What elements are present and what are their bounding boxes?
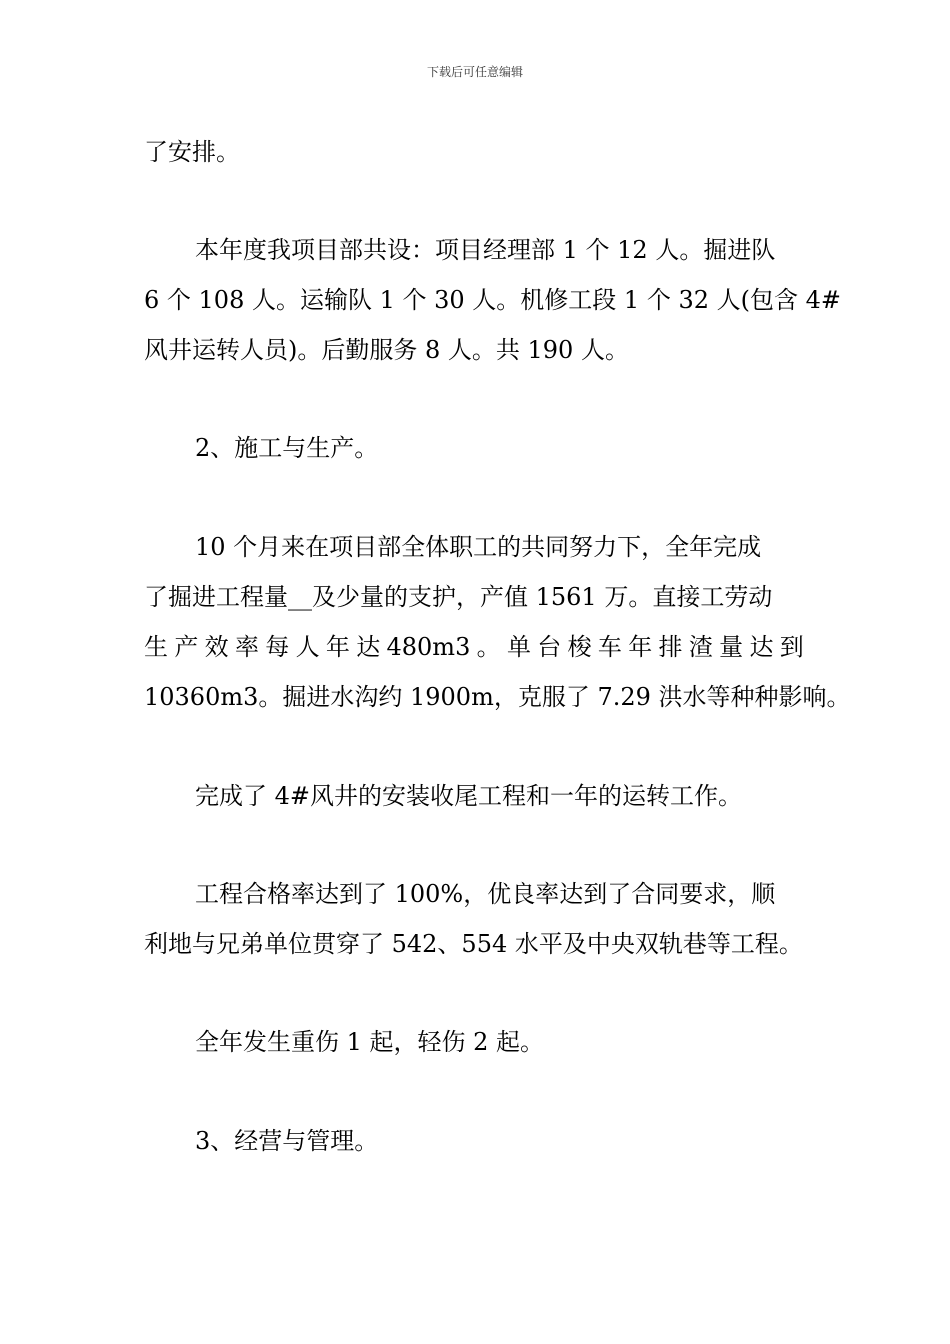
justified-char: 人 <box>295 633 320 661</box>
justified-char: 梭 <box>567 633 592 661</box>
justified-char: 480m3 <box>386 633 471 661</box>
text-line: 6 个 108 人。运输队 1 个 30 人。机修工段 1 个 32 人(包含 4# <box>144 286 841 314</box>
text-line: 了掘进工程量__及少量的支护，产值 1561 万。直接工劳动 <box>144 583 773 611</box>
justified-char: 生 <box>144 633 168 661</box>
justified-char: 率 <box>234 633 259 661</box>
text-line: 了安排。 <box>144 138 240 166</box>
justified-char: 年 <box>628 633 653 661</box>
justified-char: 达 <box>356 633 381 661</box>
justified-char: 年 <box>325 633 350 661</box>
text-line: 风井运转人员)。后勤服务 8 人。共 190 人。 <box>144 336 629 364</box>
justified-char: 排 <box>658 633 683 661</box>
justified-char: 到 <box>779 633 804 661</box>
text-line: 工程合格率达到了 100%，优良率达到了合同要求，顺 <box>195 880 776 908</box>
text-line-justified <box>144 631 804 663</box>
section-heading: 2、施工与生产。 <box>195 434 379 462</box>
justified-char: 量 <box>719 633 744 661</box>
justified-char: 。 <box>476 633 501 661</box>
justified-char: 产 <box>174 633 199 661</box>
justified-char: 台 <box>537 633 562 661</box>
section-heading: 3、经营与管理。 <box>195 1127 379 1155</box>
text-line: 利地与兄弟单位贯穿了 542、554 水平及中央双轨巷等工程。 <box>144 930 803 958</box>
text-line: 完成了 4#风井的安装收尾工程和一年的运转工作。 <box>195 782 743 810</box>
text-line: 10360m3。掘进水沟约 1900m，克服了 7.29 洪水等种种影响。 <box>144 683 851 711</box>
text-line: 全年发生重伤 1 起，轻伤 2 起。 <box>195 1028 545 1056</box>
justified-char: 单 <box>506 633 531 661</box>
page-header: 下载后可任意编辑 <box>426 65 523 79</box>
justified-char: 车 <box>597 633 622 661</box>
justified-char: 达 <box>749 633 774 661</box>
justified-char: 渣 <box>688 633 713 661</box>
text-line: 本年度我项目部共设：项目经理部 1 个 12 人。掘进队 <box>195 236 776 264</box>
text-line: 10 个月来在项目部全体职工的共同努力下，全年完成 <box>195 533 762 561</box>
justified-char: 每 <box>265 633 290 661</box>
justified-char: 效 <box>204 633 229 661</box>
